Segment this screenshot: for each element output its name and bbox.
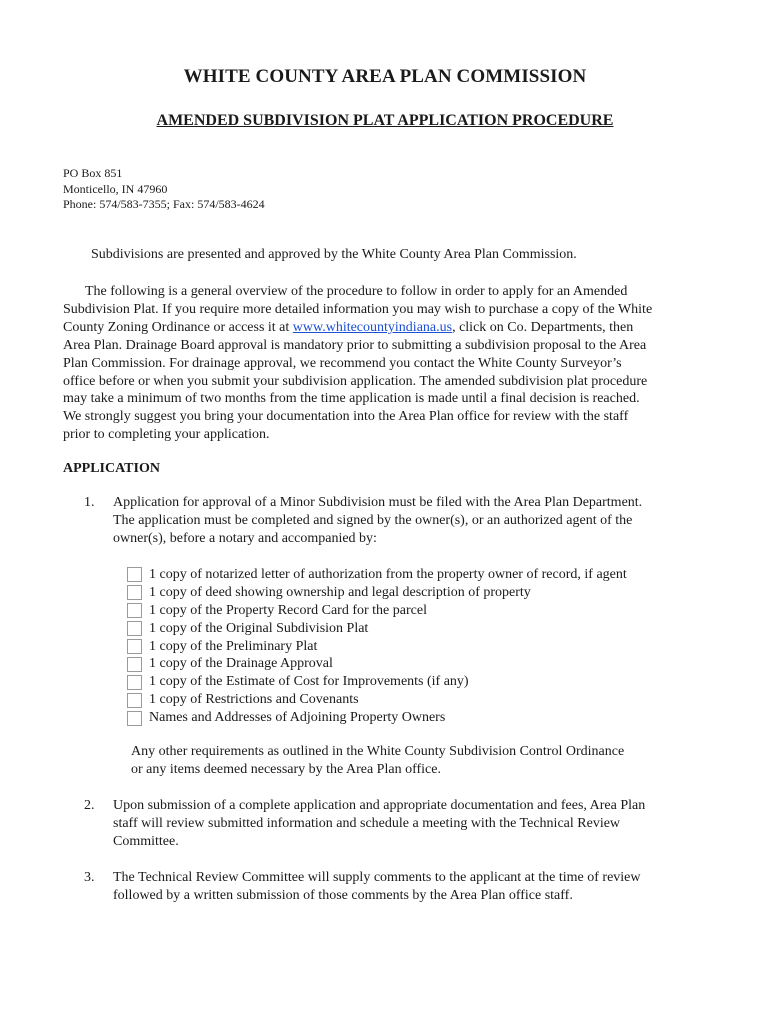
step-line: The application must be completed and signed by the owner(s), or an authorized agent of the [113, 513, 633, 528]
checklist-label: 1 copy of the Original Subdivision Plat [149, 620, 369, 636]
checklist-label: 1 copy of the Property Record Card for the parcel [149, 602, 427, 618]
overview-line: We strongly suggest you bring your documentation into the Area Plan office for review with the staff [63, 409, 629, 425]
step-line: Application for approval of a Minor Subdivision must be filed with the Area Plan Department. [113, 495, 643, 510]
step-number: 3. [84, 870, 95, 885]
checklist-item [127, 655, 627, 673]
overview-paragraph [63, 283, 713, 444]
checklist-item [127, 602, 627, 620]
checkbox[interactable] [127, 711, 142, 726]
checkbox[interactable] [127, 621, 142, 636]
step-line: owner(s), before a notary and accompanied by: [113, 531, 377, 546]
overview-line: Plan Commission. For drainage approval, we recommend you contact the White County Surveyor’s [63, 355, 622, 371]
required-documents-checklist [127, 566, 627, 727]
checklist-label: 1 copy of notarized letter of authorization from the property owner of record, if agent [149, 566, 627, 582]
checkbox[interactable] [127, 603, 142, 618]
checklist-item [127, 709, 627, 727]
step-text [113, 869, 641, 905]
contact-address [63, 166, 265, 213]
checklist-item [127, 673, 627, 691]
address-city: Monticello, IN 47960 [63, 181, 168, 196]
overview-text: County Zoning Ordinance or access it at [63, 319, 293, 335]
intro-sentence: Subdivisions are presented and approved by the White County Area Plan Commission. [91, 247, 577, 262]
address-phone-fax: Phone: 574/583-7355; Fax: 574/583-4624 [63, 197, 265, 211]
checkbox[interactable] [127, 675, 142, 690]
document-title: WHITE COUNTY AREA PLAN COMMISSION [183, 66, 587, 87]
checklist-label: 1 copy of Restrictions and Covenants [149, 692, 359, 708]
application-heading: APPLICATION [63, 461, 160, 476]
checkbox[interactable] [127, 657, 142, 672]
note-line: or any items deemed necessary by the Area Plan office. [131, 762, 441, 777]
step-line: Upon submission of a complete application and appropriate documentation and fees, Area Plan [113, 798, 646, 813]
overview-line: prior to completing your application. [63, 427, 270, 443]
step-line: staff will review submitted information and schedule a meeting with the Technical Review [113, 816, 621, 831]
checkbox[interactable] [127, 567, 142, 582]
overview-line: Area Plan. Drainage Board approval is mandatory prior to submitting a subdivision proposal to the Area [63, 337, 647, 353]
overview-line: The following is a general overview of the procedure to follow in order to apply for an Amended [85, 284, 628, 299]
document-subtitle: AMENDED SUBDIVISION PLAT APPLICATION PROCEDURE [156, 112, 614, 129]
checklist-item [127, 620, 627, 638]
step-number: 2. [84, 798, 95, 813]
checklist-label: 1 copy of the Drainage Approval [149, 656, 333, 672]
checklist-item [127, 691, 627, 709]
checkbox[interactable] [127, 639, 142, 654]
checklist-label: 1 copy of the Preliminary Plat [149, 638, 318, 654]
checklist-item [127, 638, 627, 656]
address-po-box: PO Box 851 [63, 166, 123, 180]
overview-line: may take a minimum of two months from the time application is made until a final decision is reached. [63, 391, 640, 407]
step-line: followed by a written submission of those comments by the Area Plan office staff. [113, 888, 573, 903]
checklist-label: 1 copy of the Estimate of Cost for Improvements (if any) [149, 674, 469, 690]
step-line: Committee. [113, 834, 179, 849]
checkbox[interactable] [127, 693, 142, 708]
county-website-link[interactable]: www.whitecountyindiana.us [292, 319, 453, 335]
step-line: The Technical Review Committee will supply comments to the applicant at the time of review [113, 870, 641, 885]
checkbox[interactable] [127, 585, 142, 600]
overview-text: , click on Co. Departments, then [452, 319, 634, 335]
checklist-item [127, 566, 627, 584]
checklist-label: Names and Addresses of Adjoining Property Owners [149, 710, 446, 726]
overview-line: office before or when you submit your subdivision application. The amended subdivision plat procedure [63, 373, 648, 389]
note-line: Any other requirements as outlined in the White County Subdivision Control Ordinance [131, 744, 625, 759]
other-requirements-note [131, 743, 624, 779]
checklist-item [127, 584, 627, 602]
step-text [113, 797, 645, 851]
checklist-label: 1 copy of deed showing ownership and legal description of property [149, 584, 531, 600]
step-text [113, 494, 642, 548]
overview-line: Subdivision Plat. If you require more detailed information you may wish to purchase a copy of the White [63, 301, 653, 317]
overview-line [63, 319, 713, 337]
step-number: 1. [84, 495, 95, 510]
